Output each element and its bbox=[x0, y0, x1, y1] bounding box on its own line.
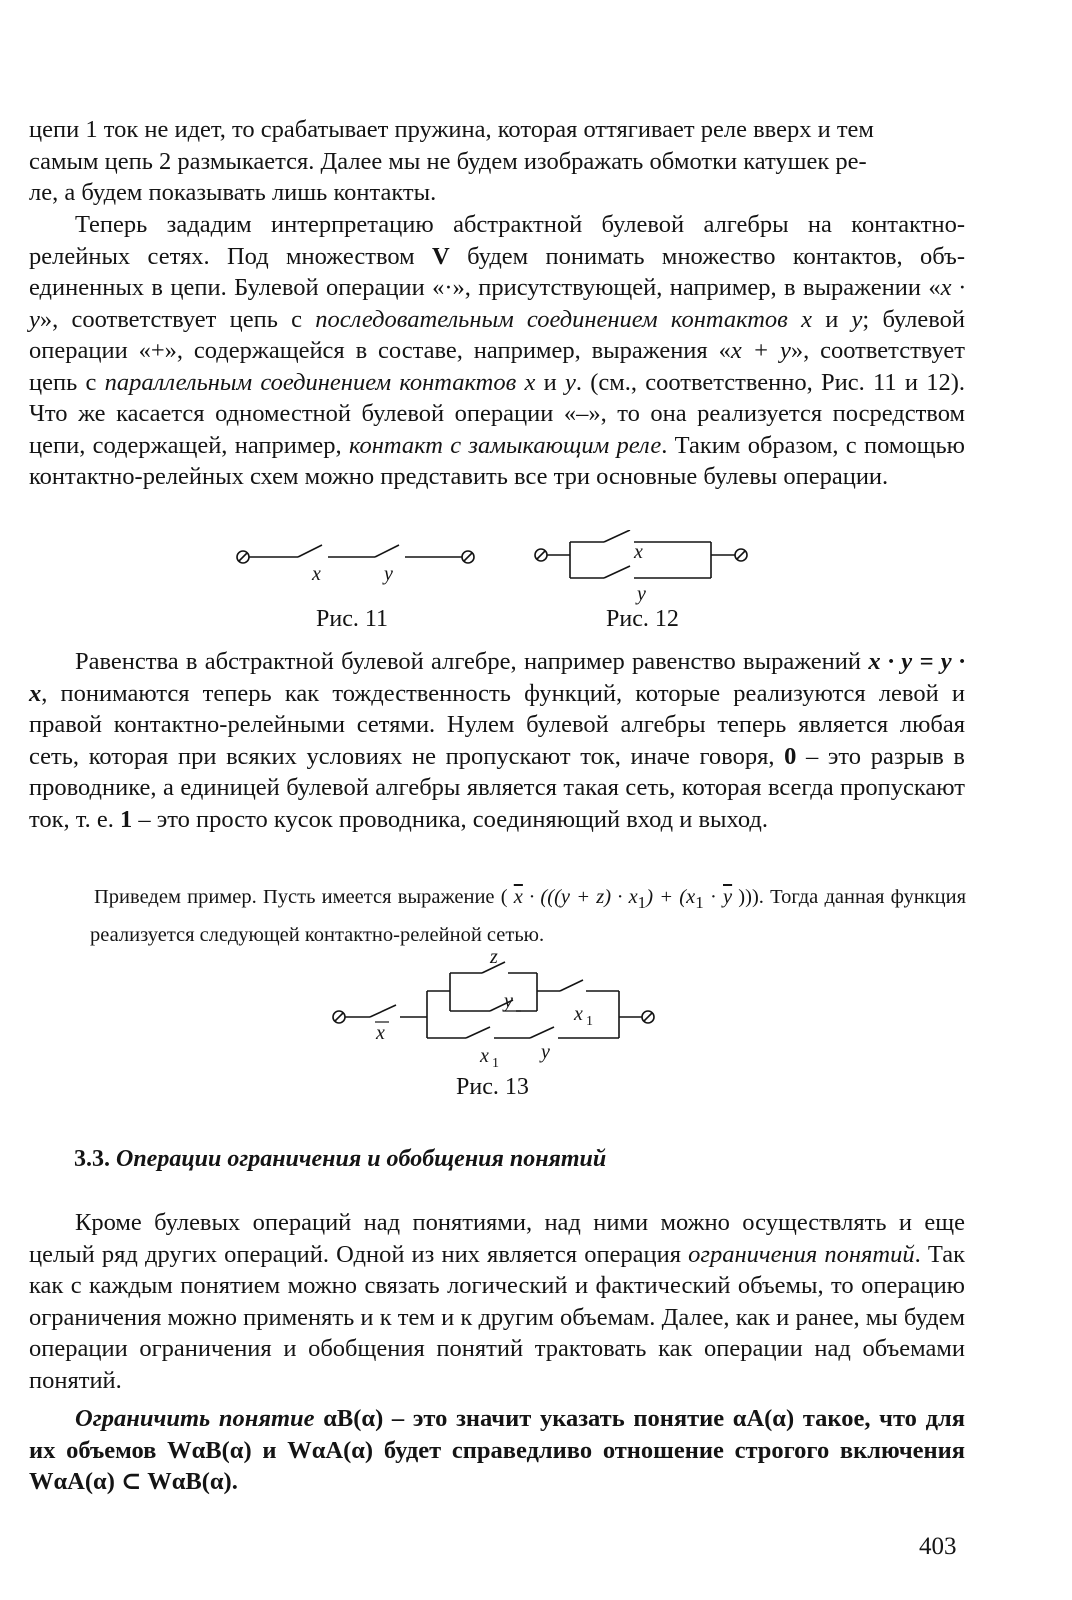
contact-y-icon bbox=[604, 566, 630, 578]
svg-text:x: x bbox=[574, 1003, 583, 1025]
contact-ybar-icon bbox=[530, 1027, 554, 1038]
figure-13-caption: Рис. 13 bbox=[456, 1074, 529, 1100]
figures-11-12 bbox=[0, 530, 1072, 610]
contact-x1-lower-icon bbox=[466, 1027, 490, 1038]
series-circuit-diagram bbox=[237, 545, 474, 585]
page-number: 403 bbox=[919, 1533, 957, 1560]
svg-text:x: x bbox=[634, 541, 643, 563]
contact-x1-icon bbox=[560, 980, 583, 991]
svg-text:z: z bbox=[490, 946, 498, 968]
parallel-circuit-diagram bbox=[535, 530, 747, 605]
svg-text:1: 1 bbox=[586, 1014, 593, 1029]
figure-13-circuit bbox=[0, 945, 1072, 1075]
paragraph-interpretation: Теперь зададим интерпретацию абстрактной булевой алгебры на контактно-релейных сетях. Под множеством V будем понимать множество контактов, объединенных в цепи. Булевой операции «·», присутствующей, например, в выражении «x · y», соответствует цепь с последовательным соединением контактов x и y; булевой операции «+», содержащейся в составе, например, выражения «x + y», соответствует цепь с параллельным соединением контактов x и y. (см., соответственно, Рис. 11 и 12). Что же касается одноместной булевой операции «–», то она реализуется посредством цепи, содержащей, например, контакт с замыкающим реле. Таким образом, с помощью контактно-релейных схем можно представить все три основные булевы операции. bbox=[29, 211, 966, 490]
definition-paragraph: Ограничить понятие αB(α) – это значит указать понятие αA(α) такое, что для их объемов WαB(α) и WαA(α) будет справедливо отношение строгого включения WαA(α) ⊂ WαB(α). bbox=[29, 1405, 965, 1495]
svg-text:1: 1 bbox=[492, 1056, 499, 1071]
paragraph-equality: Равенства в абстрактной булевой алгебре, например равенство выражений x · y = y · x, понимаются теперь как тождественность функций, которые реализуются левой и правой контактно-релейными сетями. Нулем булевой алгебры теперь является любая сеть, которая при всяких условиях не пропускают ток, иначе говоря, 0 – это разрыв в проводнике, а единицей булевой алгебры является такая сеть, которая всегда пропускают ток, т. е. 1 – это просто кусок проводника, соединяющий вход и выход. bbox=[29, 648, 965, 833]
text-line: самым цепь 2 размыкается. Далее мы не будем изображать обмотки катушек ре- bbox=[29, 147, 867, 175]
figure-12-caption: Рис. 12 bbox=[606, 606, 679, 632]
emphasis-restriction: ограничения понятий bbox=[688, 1240, 915, 1268]
emphasis-series: последовательным соединением контактов bbox=[315, 305, 788, 333]
contact-xbar-icon bbox=[370, 1005, 396, 1017]
paragraph-continuation bbox=[29, 114, 965, 209]
svg-text:y: y bbox=[504, 990, 513, 1012]
emphasis-relay: контакт с замыкающим реле bbox=[348, 431, 662, 459]
text-line: ле, а будем показывать лишь контакты. bbox=[29, 179, 437, 206]
definition-term: Ограничить понятие bbox=[75, 1405, 315, 1432]
paragraph-restriction: Кроме булевых операций над понятиями, над ними можно осуществлять и еще целый ряд других операций. Одной из них является операция ограничения понятий. Так как с каждым понятием можно связать логический и фактический объемы, то операцию ограничения можно применять и к тем и к другим объемам. Далее, как и ранее, мы будем операции ограничения и обобщения понятий трактовать как операции над объемами понятий. bbox=[29, 1209, 965, 1394]
section-heading: 3.3. Операции ограничения и обобщения понятий bbox=[74, 1146, 607, 1172]
svg-text:x: x bbox=[376, 1022, 385, 1044]
set-v: V bbox=[432, 242, 450, 270]
emphasis-parallel: параллельным соединением контактов x bbox=[104, 368, 536, 396]
contact-x-icon bbox=[604, 530, 630, 542]
svg-text:y: y bbox=[541, 1041, 550, 1063]
svg-text:y: y bbox=[637, 583, 646, 605]
svg-text:x: x bbox=[480, 1045, 489, 1067]
svg-text:y: y bbox=[384, 563, 393, 585]
svg-text:x: x bbox=[312, 563, 321, 585]
contact-y-icon bbox=[375, 545, 399, 557]
text-line: цепи 1 ток не идет, то срабатывает пружина, которая оттягивает реле вверх и тем bbox=[29, 116, 874, 143]
equation: x · y = y · x bbox=[29, 648, 965, 707]
figure-11-caption: Рис. 11 bbox=[316, 606, 388, 632]
example-paragraph: Приведем пример. Пусть имеется выражение ( $\overline{x} \cdot (((y + z) \cdot x_1) + (x_1 \cdot \overline{y}$ ))). Тогда данная функция реализуется следующей контактно-релейной сетью. bbox=[90, 886, 966, 947]
contact-x-icon bbox=[298, 545, 322, 557]
